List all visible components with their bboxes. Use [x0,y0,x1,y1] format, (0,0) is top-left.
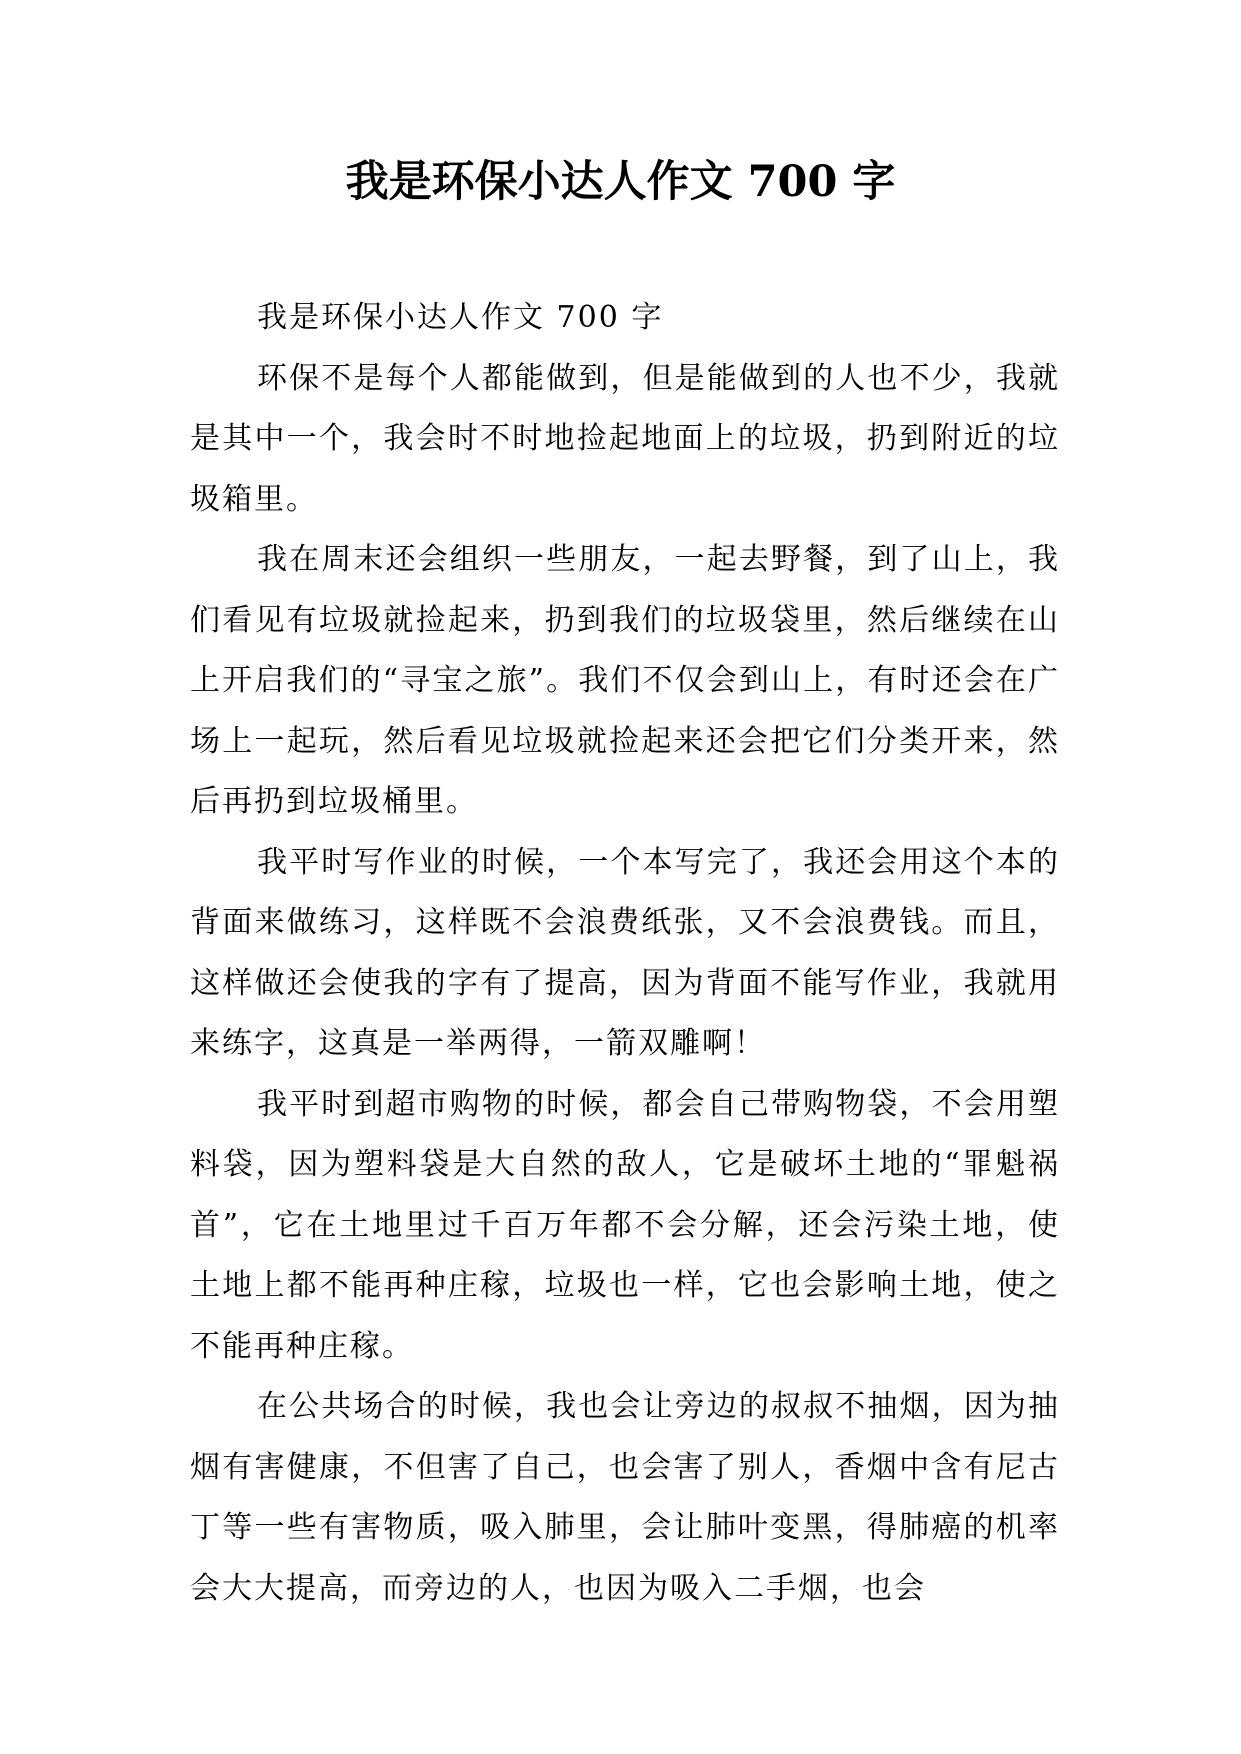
paragraph: 在公共场合的时候，我也会让旁边的叔叔不抽烟，因为抽烟有害健康，不但害了自己，也会害了别人，香烟中含有尼古丁等一些有害物质，吸入肺里，会让肺叶变黑，得肺癌的机率会大大提高，而旁边的人，也因为吸入二手烟，也会 [190,1389,1060,1606]
document-title: 我是环保小达人作文 700 字 [345,157,896,207]
document-body [190,288,1060,1619]
paragraph-subtitle: 我是环保小达人作文 700 字 [257,300,664,335]
paragraph: 环保不是每个人都能做到，但是能做到的人也不少，我就是其中一个，我会时不时地捡起地面上的垃圾，扔到附近的垃圾箱里。 [190,360,1060,517]
paragraph: 我平时到超市购物的时候，都会自己带购物袋，不会用塑料袋，因为塑料袋是大自然的敌人，它是破坏土地的“罪魁祸首”，它在土地里过千百万年都不会分解，还会污染土地，使土地上都不能再种庄稼，垃圾也一样，它也会影响土地，使之不能再种庄稼。 [190,1086,1060,1364]
paragraph: 我平时写作业的时候，一个本写完了，我还会用这个本的背面来做练习，这样既不会浪费纸张，又不会浪费钱。而且，这样做还会使我的字有了提高，因为背面不能写作业，我就用来练字，这真是一举两得，一箭双雕啊！ [190,844,1060,1061]
paragraph: 我在周末还会组织一些朋友，一起去野餐，到了山上，我们看见有垃圾就捡起来，扔到我们的垃圾袋里，然后继续在山上开启我们的“寻宝之旅”。我们不仅会到山上，有时还会在广场上一起玩，然后看见垃圾就捡起来还会把它们分类开来，然后再扔到垃圾桶里。 [190,542,1060,819]
